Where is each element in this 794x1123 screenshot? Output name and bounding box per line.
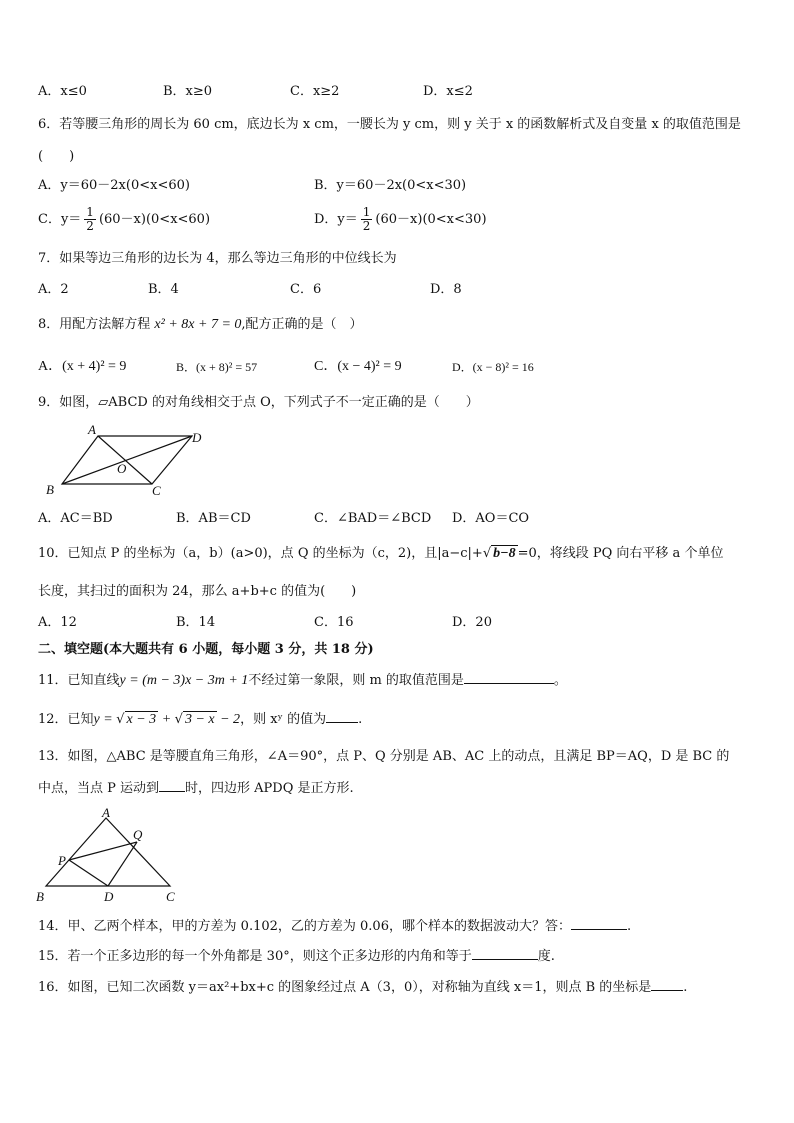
q13-stem-line1: 13．如图，△ABC 是等腰直角三角形，∠A＝90°，点 P、Q 分别是 AB、AC 上的动点，且满足 BP＝AQ，D 是 BC 的 xyxy=(38,749,730,764)
sqrt-icon: √ xyxy=(116,712,125,727)
vertex-label-c: C xyxy=(166,889,175,904)
q7-option-c: C．6 xyxy=(290,282,322,297)
q15-stem-text: 15．若一个正多边形的每一个外角都是 30°，则这个正多边形的内角和等于 xyxy=(38,949,472,964)
q11-end: 。 xyxy=(553,673,567,688)
q10-stem-suffix: =0，将线段 PQ 向右平移 a 个单位 xyxy=(517,546,724,561)
fraction-numerator: 1 xyxy=(362,205,371,219)
q10-option-a: A．12 xyxy=(38,615,77,630)
q6-option-d-fraction xyxy=(361,206,373,233)
q8-equation: x² + 8x + 7 = 0 xyxy=(154,317,242,332)
q6-option-c-fraction xyxy=(84,206,96,233)
q9-option-b: B．AB＝CD xyxy=(176,511,251,526)
q6-option-a: A．y＝60－2x(0<x<60) xyxy=(38,178,190,193)
q5-option-a: A．x≤0 xyxy=(38,84,87,99)
point-label-q: Q xyxy=(133,827,143,842)
q12-tail: − 2 xyxy=(216,712,241,727)
q7-option-d: D．8 xyxy=(430,282,462,297)
q10-sqrt-content: b−8 xyxy=(493,546,516,561)
vertex-label-b: B xyxy=(46,482,54,497)
q12-sqrt2: 3 − x xyxy=(184,712,215,727)
q9-option-d: D．AO＝CO xyxy=(452,511,530,526)
q6-paren: ( ) xyxy=(38,149,75,164)
q11-stem xyxy=(38,671,567,690)
q15-end: 度. xyxy=(537,949,555,964)
q9-option-c: C．∠BAD＝∠BCD xyxy=(314,511,432,526)
q11-stem-suffix: 不经过第一象限，则 m 的取值范围是 xyxy=(248,673,464,688)
q12-end: . xyxy=(358,712,363,727)
q5-option-c: C．x≥2 xyxy=(290,84,340,99)
q16-answer-blank xyxy=(651,978,683,991)
q12-stem xyxy=(38,710,362,729)
vertex-label-d: D xyxy=(192,430,202,445)
q5-option-d: D．x≤2 xyxy=(423,84,473,99)
vertex-label-a: A xyxy=(88,422,96,437)
point-label-p: P xyxy=(58,853,66,868)
q12-stem-suffix: ，则 xʸ 的值为 xyxy=(240,712,327,727)
q12-plus: + xyxy=(158,712,175,727)
sqrt-icon: √ xyxy=(482,546,492,561)
q16-stem xyxy=(38,978,687,997)
fraction-denominator: 2 xyxy=(86,219,94,233)
point-label-d: D xyxy=(104,889,114,904)
q10-option-b: B．14 xyxy=(176,615,216,630)
q12-sqrt1: x − 3 xyxy=(126,712,157,727)
q8-option-c: C．(x − 4)² = 9 xyxy=(314,359,402,374)
diagonal-ac xyxy=(98,436,152,484)
q9-option-a: A．AC＝BD xyxy=(38,511,113,526)
q8-stem xyxy=(38,316,363,334)
q14-end: . xyxy=(626,919,632,934)
q16-stem-text: 16．如图，已知二次函数 y＝ax²+bx+c 的图象经过点 A（3，0），对称轴为直线 x＝1，则点 B 的坐标是 xyxy=(38,980,652,995)
q16-end: . xyxy=(683,980,688,995)
q11-answer-blank xyxy=(464,671,554,684)
q7-option-b: B．4 xyxy=(148,282,179,297)
q6-option-c-label: C．y＝ xyxy=(38,212,82,227)
fraction-denominator: 2 xyxy=(362,219,371,233)
q15-stem xyxy=(38,947,555,966)
q5-option-b: B．x≥0 xyxy=(163,84,213,99)
q7-option-a: A．2 xyxy=(38,282,69,297)
q13-answer-blank xyxy=(159,779,185,792)
sqrt-icon: √ xyxy=(174,712,183,727)
q10-stem-line2: 长度，其扫过的面积为 24，那么 a+b+c 的值为( ) xyxy=(38,584,357,599)
q8-stem-suffix: ,配方正确的是（ ） xyxy=(241,317,363,332)
center-label-o: O xyxy=(117,461,127,476)
q13-stem-prefix: 中点，当点 P 运动到 xyxy=(38,781,160,796)
vertex-label-a: A xyxy=(102,808,110,820)
segment-pd xyxy=(69,860,108,886)
q12-expression-y: y = xyxy=(93,712,117,727)
q6-option-d xyxy=(314,206,487,234)
q10-option-d: D．20 xyxy=(452,615,492,630)
vertex-label-b: B xyxy=(36,889,44,904)
q8-option-a: A．(x + 4)² = 9 xyxy=(38,359,127,374)
vertex-label-c: C xyxy=(152,483,161,498)
q9-stem: 9．如图，▱ABCD 的对角线相交于点 O，下列式子不一定正确的是（ ） xyxy=(38,395,479,410)
q6-option-c-tail: (60－x)(0<x<60) xyxy=(98,212,211,227)
q11-stem-prefix: 11．已知直线 xyxy=(38,673,120,688)
q9-parallelogram-figure xyxy=(40,422,210,500)
q10-option-c: C．16 xyxy=(314,615,354,630)
q15-answer-blank xyxy=(472,947,538,960)
q14-stem xyxy=(38,917,631,936)
q10-stem-line1 xyxy=(38,545,723,563)
q6-option-c xyxy=(38,206,210,234)
q11-expression: y = (m − 3)x − 3m + 1 xyxy=(119,673,249,688)
q13-stem-suffix: 时，四边形 APDQ 是正方形. xyxy=(185,781,354,796)
q8-stem-prefix: 8．用配方法解方程 xyxy=(38,317,151,332)
section-2-title: 二、填空题(本大题共有 6 小题，每小题 3 分，共 18 分) xyxy=(38,642,374,657)
q10-stem-prefix: 10．已知点 P 的坐标为（a，b）(a>0)，点 Q 的坐标为（c，2)，且|a−c|+ xyxy=(38,546,483,561)
q7-stem: 7．如果等边三角形的边长为 4，那么等边三角形的中位线长为 xyxy=(38,251,397,266)
q6-option-d-label: D．y＝ xyxy=(314,212,358,227)
q8-option-d: D．(x − 8)² = 16 xyxy=(452,360,534,374)
q6-option-d-tail: (60－x)(0<x<30) xyxy=(375,212,487,227)
triangle-abc xyxy=(46,818,170,886)
q6-option-b: B．y＝60－2x(0<x<30) xyxy=(314,178,467,193)
q12-answer-blank xyxy=(326,710,358,723)
q13-stem-line2 xyxy=(38,779,354,798)
q13-triangle-figure xyxy=(30,808,190,906)
q8-option-b: B．(x + 8)² = 57 xyxy=(176,360,258,374)
fraction-numerator: 1 xyxy=(86,205,94,219)
q12-stem-prefix: 12．已知 xyxy=(38,712,94,727)
q14-stem-text: 14．甲、乙两个样本，甲的方差为 0.102，乙的方差为 0.06，哪个样本的数据波动大？答： xyxy=(38,919,571,934)
q14-answer-blank xyxy=(571,917,627,930)
q6-stem: 6．若等腰三角形的周长为 60 cm，底边长为 x cm，一腰长为 y cm，则 y 关于 x 的函数解析式及自变量 x 的取值范围是 xyxy=(38,117,741,132)
